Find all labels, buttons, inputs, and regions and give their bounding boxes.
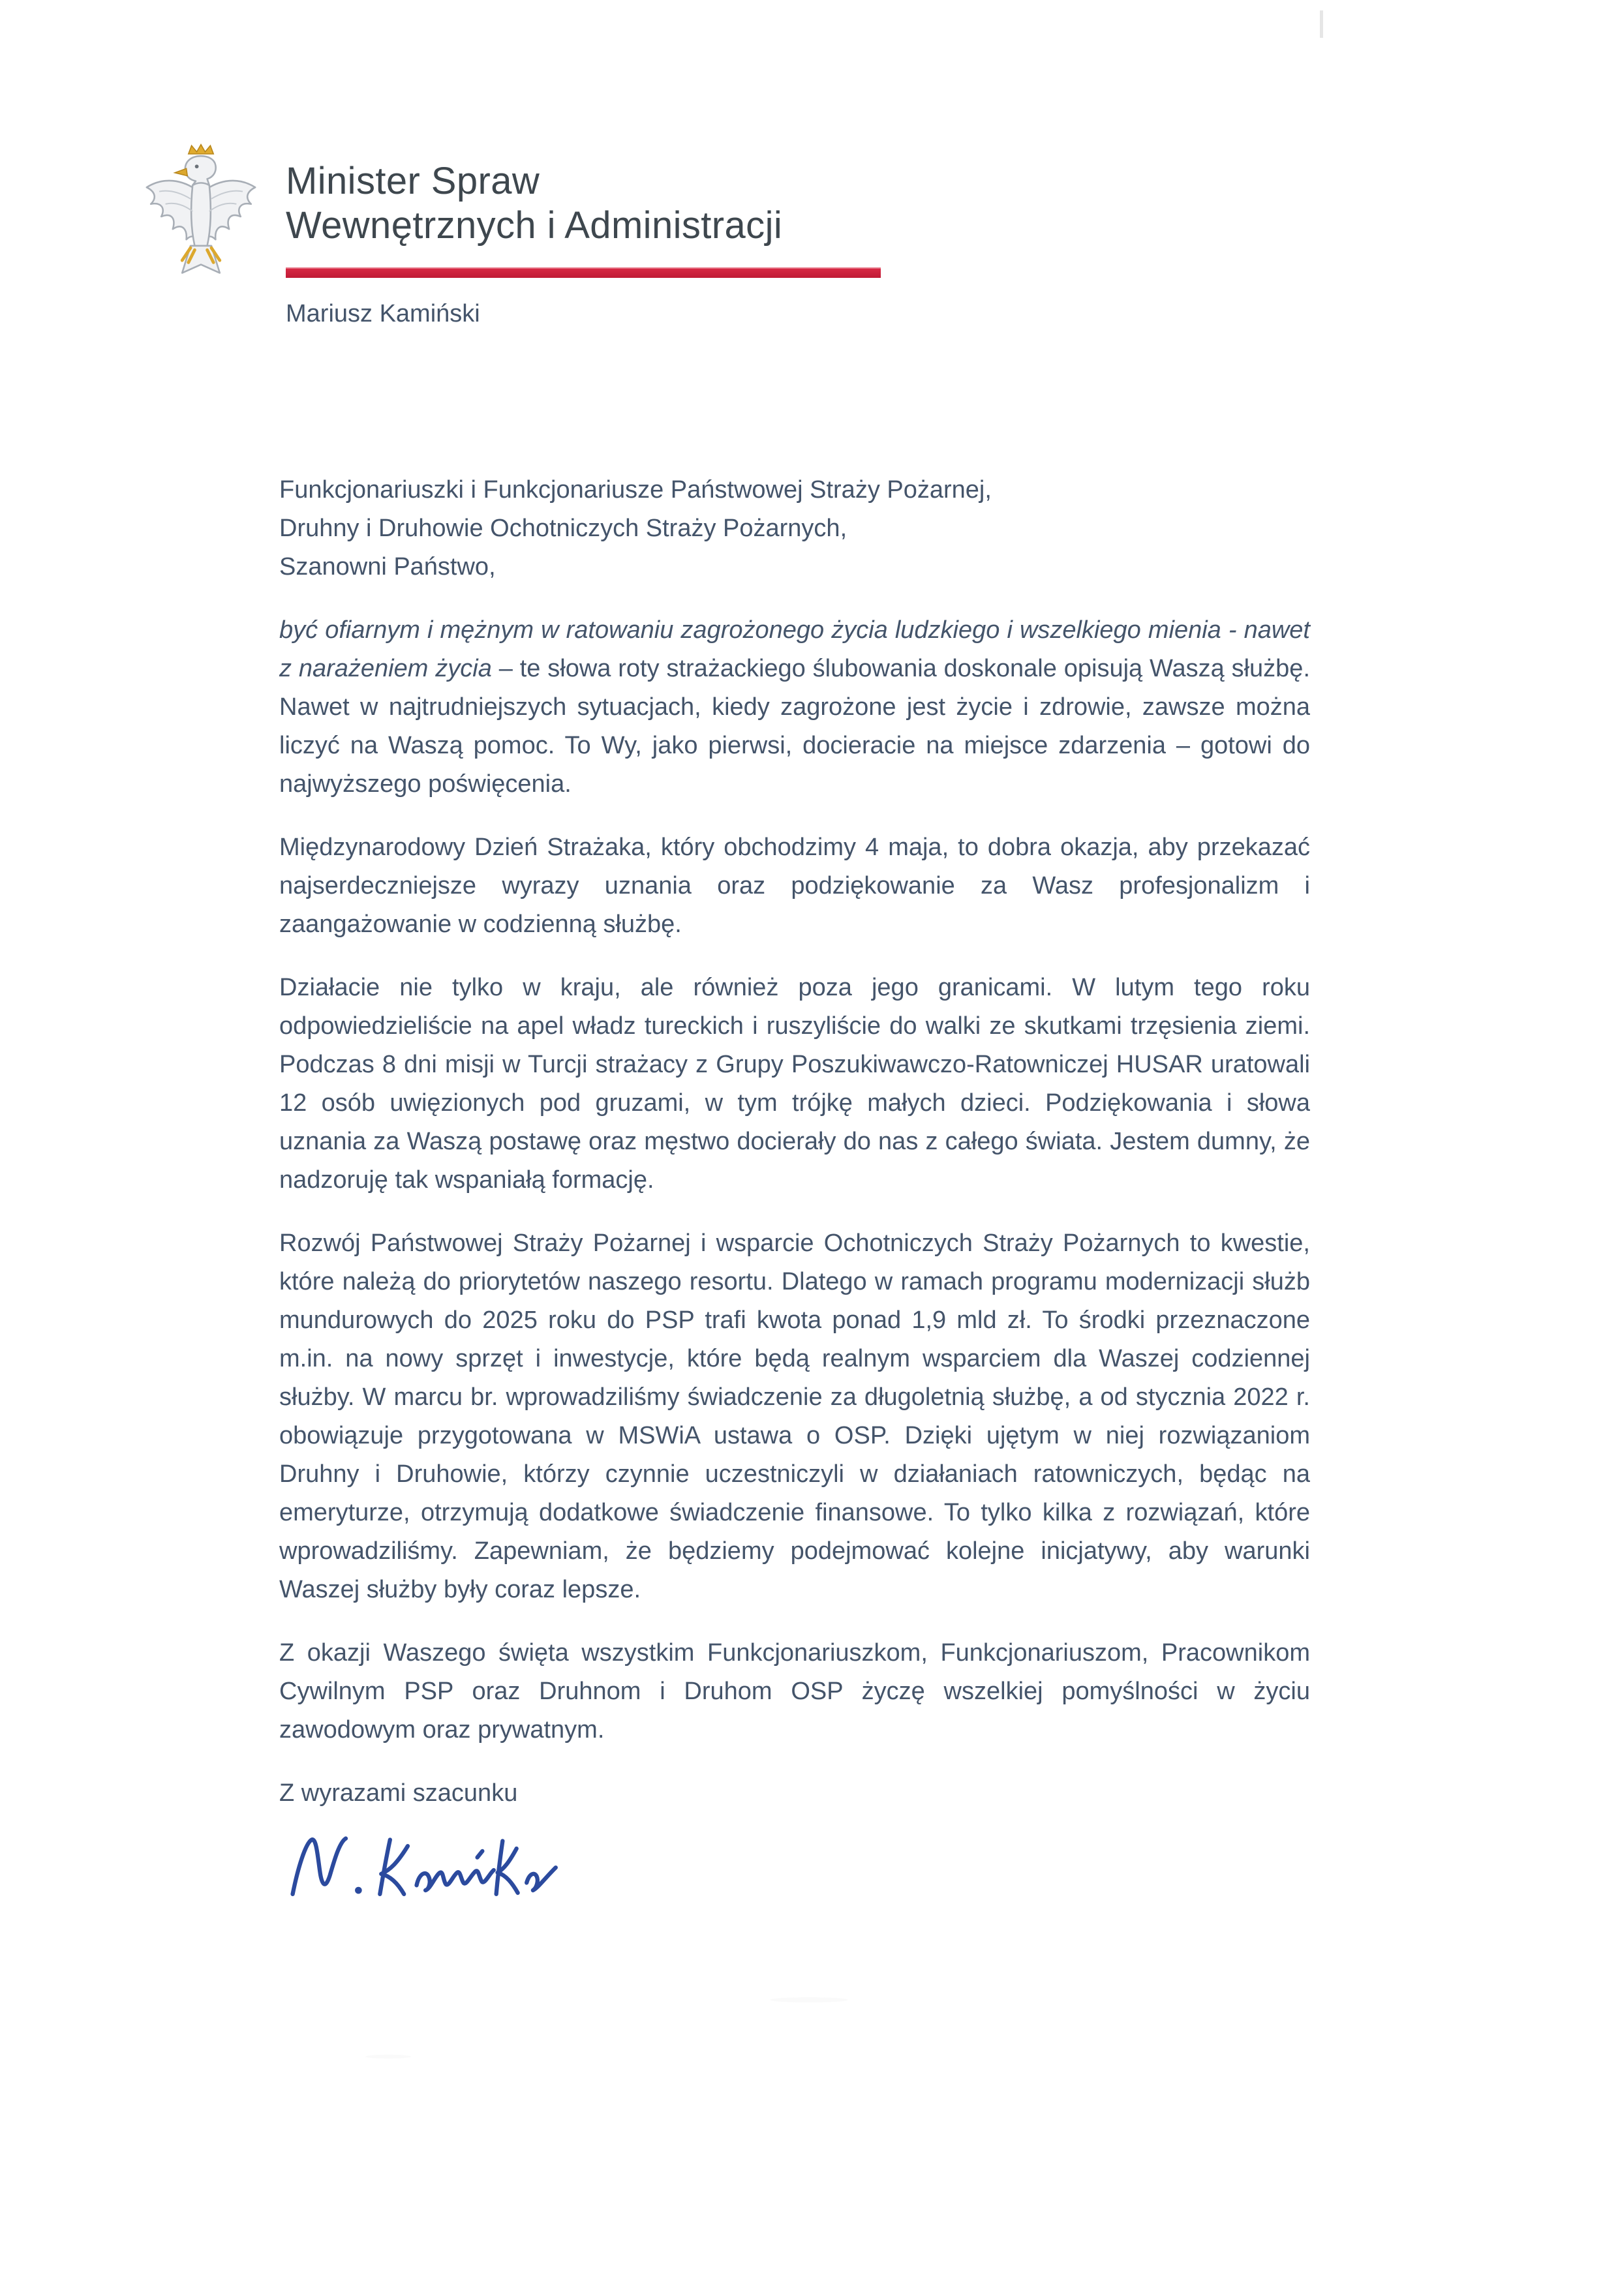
scan-artifact [365, 2055, 411, 2059]
closing-line: Z wyrazami szacunku [279, 1779, 518, 1807]
official-name: Mariusz Kamiński [286, 300, 480, 327]
handwritten-signature [282, 1830, 615, 1912]
paragraph-1-rest: – te słowa roty strażackiego ślubowania doskonale opisują Waszą służbę. Nawet w najtrudniejszych sytuacjach, kiedy zagrożone jest życie i zdrowie, zawsze można liczyć na Waszą pomoc. To Wy, jako pierwsi, docieracie na miejsce zdarzenia – gotowi do najwyższego poświęcenia. [279, 655, 1310, 798]
salutation [279, 471, 1310, 586]
letterhead-text-column [286, 140, 881, 328]
ministry-name-line2: Wewnętrznych i Administracji [286, 204, 783, 247]
paragraph-4: Rozwój Państwowej Straży Pożarnej i wsparcie Ochotniczych Straży Pożarnych to kwestie, które należą do priorytetów naszego resortu. Dlatego w ramach programu modernizacji służb mundurowych do 2025 roku do PSP trafi kwota ponad 1,9 mld zł. To środki przeznaczone m.in. na nowy sprzęt i inwestycje, które będą realnym wsparciem dla Waszej codziennej służby. W marcu br. wprowadziliśmy świadczenie za długoletnią służbę, a od stycznia 2022 r. obowiązuje przygotowana w MSWiA ustawa o OSP. Dzięki ujętym w niej rozwiązaniom Druhny i Druhowie, którzy czynnie uczestniczyli w działaniach ratowniczych, będąc na emeryturze, otrzymują dodatkowe świadczenie finansowe. To tylko kilka z rozwiązań, które wprowadziliśmy. Zapewniam, że będziemy podejmować kolejne inicjatywy, aby warunki Waszej służby były coraz lepsze. [279, 1230, 1310, 1603]
salutation-line-1: Funkcjonariuszki i Funkcjonariusze Państwowej Straży Pożarnej, [279, 476, 992, 504]
paragraph-1 [279, 611, 1310, 804]
ministry-name-line1: Minister Spraw [286, 160, 540, 202]
scan-artifact [770, 1997, 848, 2002]
paragraph-1-oath-quote: być ofiarnym i mężnym w ratowaniu zagrożonego życia ludzkiego i wszelkiego mienia - nawet z narażeniem życia [279, 616, 1310, 682]
letterhead [138, 140, 881, 328]
polish-eagle-emblem-icon [138, 140, 264, 304]
paragraph-3: Działacie nie tylko w kraju, ale również poza jego granicami. W lutym tego roku odpowiedzieliście na apel władz tureckich i ruszyliście do walki ze skutkami trzęsienia ziemi. Podczas 8 dni misji w Turcji strażacy z Grupy Poszukiwawczo-Ratowniczej HUSAR uratowali 12 osób uwięzionych pod gruzami, w tym trójkę małych dzieci. Podziękowania i słowa uznania za Waszą postawę oraz męstwo docierały do nas z całego świata. Jestem dumny, że nadzoruję tak wspaniałą formację. [279, 974, 1310, 1194]
salutation-line-3: Szanowni Państwo, [279, 553, 496, 581]
paragraph-5: Z okazji Waszego święta wszystkim Funkcjonariuszkom, Funkcjonariuszom, Pracownikom Cywilnym PSP oraz Druhnom i Druhom OSP życzę wszelkiej pomyślności w życiu zawodowym oraz prywatnym. [279, 1639, 1310, 1744]
salutation-line-2: Druhny i Druhowie Ochotniczych Straży Pożarnych, [279, 515, 847, 542]
red-accent-bar [286, 267, 881, 278]
ministry-name [286, 159, 881, 248]
paragraph-2: Międzynarodowy Dzień Strażaka, który obchodzimy 4 maja, to dobra okazja, aby przekazać najserdeczniejsze wyrazy uznania oraz podziękowanie za Wasz profesjonalizm i zaangażowanie w codzienną służbę. [279, 834, 1310, 938]
letter-body [279, 471, 1310, 1924]
scan-artifact [1320, 10, 1323, 38]
